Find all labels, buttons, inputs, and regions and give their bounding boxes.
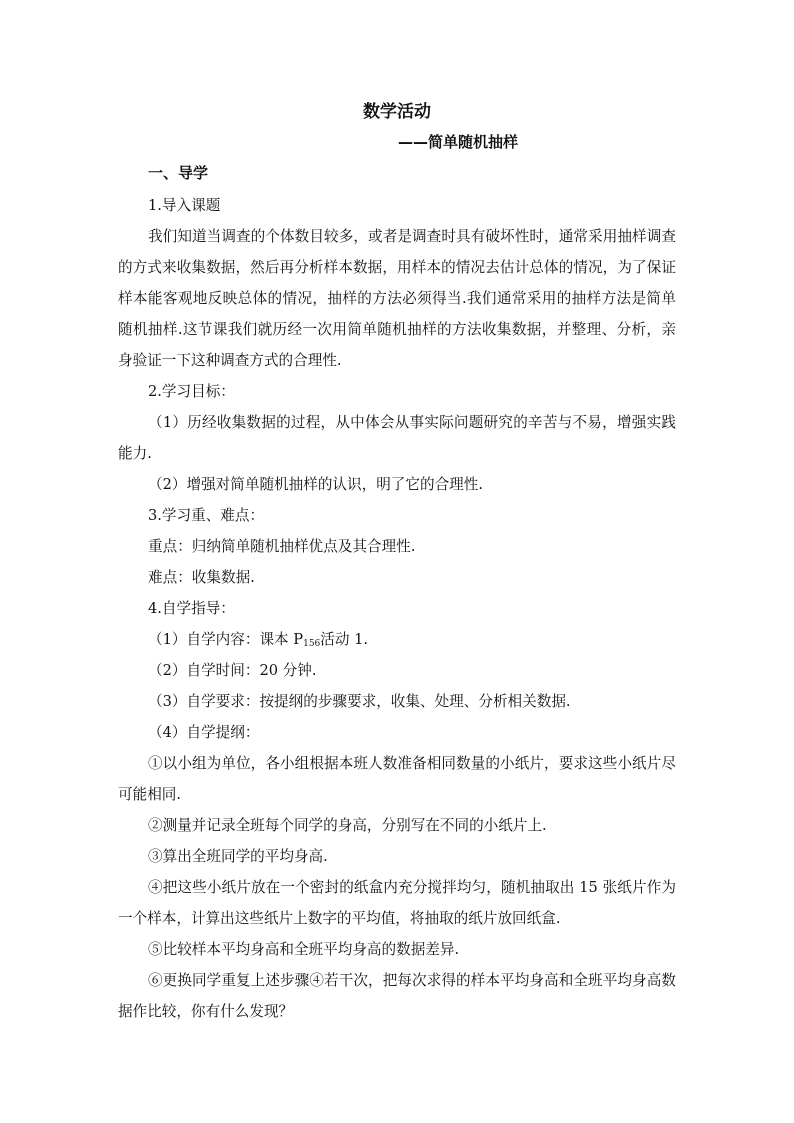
key-point: 重点：归纳简单随机抽样优点及其合理性. (148, 538, 416, 555)
guide-item (118, 624, 676, 655)
guide-item: （4）自学提纲： (148, 724, 260, 741)
guide-item: （3）自学要求：按提纲的步骤要求，收集、处理、分析相关数据. (148, 693, 571, 710)
guide-item: （2）自学时间：20 分钟. (148, 662, 317, 679)
page-subscript: 156 (303, 639, 321, 649)
outline-step: ⑤比较样本平均身高和全班平均身高的数据差异. (148, 941, 460, 958)
outline-step: ②测量并记录全班每个同学的身高，分别写在不同的小纸片上. (148, 817, 547, 834)
document-body (118, 190, 676, 1027)
outline-step: ③算出全班同学的平均身高. (148, 848, 328, 865)
page-title: 数学活动 (363, 102, 431, 122)
goal-item: （1）历经收集数据的过程，从中体会从事实际问题研究的辛苦与不易，增强实践能力. (118, 414, 676, 462)
intro-paragraph: 我们知道当调查的个体数目较多，或者是调查时具有破坏性时，通常采用抽样调查的方式来收集数据，然后再分析样本数据，用样本的情况去估计总体的情况，为了保证样本能客观地反映总体的情况，抽样的方法必须得当.我们通常采用的抽样方法是简单随机抽样.这节课我们就历经一次用简单随机抽样的方法收集数据，并整理、分析，亲身验证一下这种调查方式的合理性. (118, 228, 676, 369)
outline-step: ①以小组为单位，各小组根据本班人数准备相同数量的小纸片，要求这些小纸片尽可能相同. (118, 755, 676, 803)
section-heading: 一、导学 (148, 164, 209, 182)
outline-step: ④把这些小纸片放在一个密封的纸盒内充分搅拌均匀，随机抽取出 15 张纸片作为一个样本，计算出这些纸片上数字的平均值，将抽取的纸片放回纸盒. (118, 879, 676, 927)
page-subtitle: ——简单随机抽样 (398, 133, 519, 151)
goal-item: （2）增强对简单随机抽样的认识，明了它的合理性. (148, 476, 483, 493)
guide-text: 活动 1. (320, 631, 369, 648)
key-heading: 3.学习重、难点： (148, 507, 265, 524)
guide-heading: 4.自学指导： (148, 600, 235, 617)
intro-heading: 1.导入课题 (148, 197, 221, 214)
outline-step: ⑥更换同学重复上述步骤④若干次，把每次求得的样本平均身高和全班平均身高数据作比较，你有什么发现？ (118, 972, 676, 1020)
difficult-point: 难点：收集数据. (148, 569, 255, 586)
goals-heading: 2.学习目标： (148, 383, 235, 400)
guide-text: （1）自学内容：课本 P (148, 631, 304, 648)
